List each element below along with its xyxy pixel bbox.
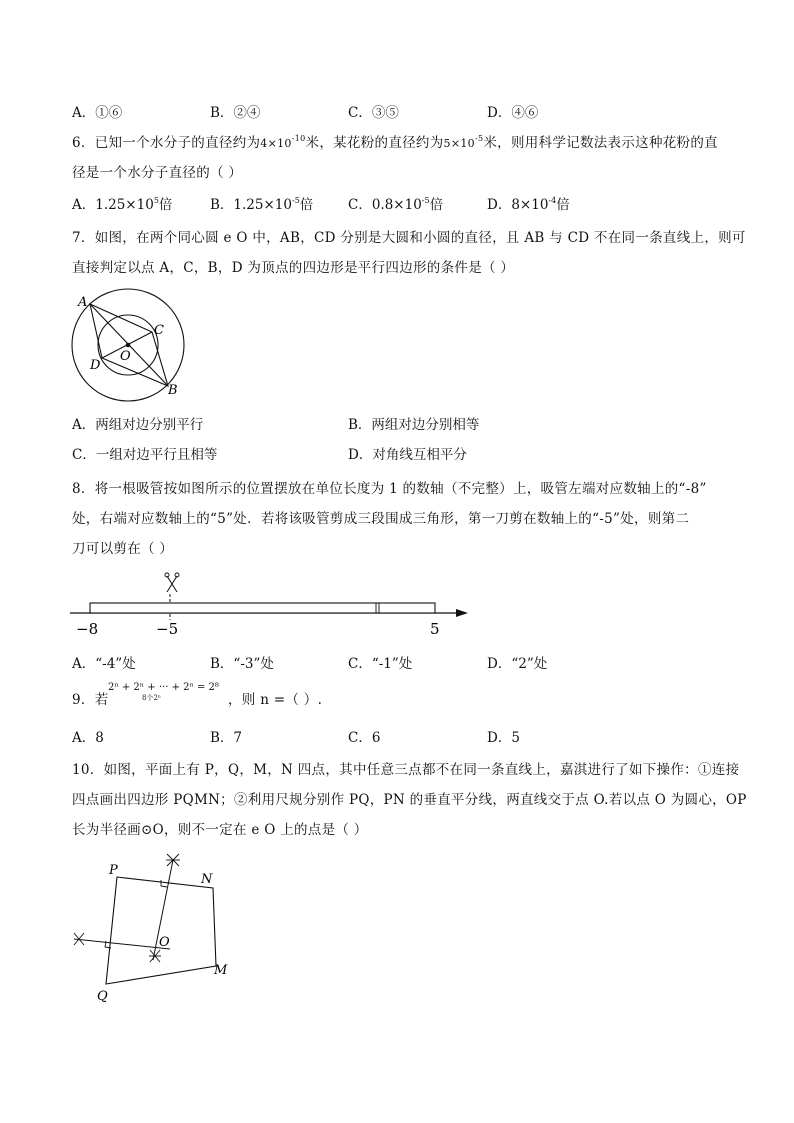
q8-stem-line2: 处，右端对应数轴上的“5”处．若将该吸管剪成三段围成三角形，第一刀剪在数轴上的“-5”处，则第二 — [72, 511, 690, 527]
q7-option-d: D．对角线互相平分 — [348, 447, 467, 463]
q10-label-o: O — [159, 935, 170, 950]
q10-label-n: N — [201, 872, 213, 887]
q5-option-a: A．①⑥ — [72, 105, 123, 121]
q10-label-q: Q — [97, 989, 108, 1004]
q8-option-d: D．“2”处 — [487, 656, 548, 672]
q9-option-c: C．6 — [348, 730, 381, 746]
q6-option-b: B．$1.25\times 10^{-5}$倍 — [210, 196, 314, 213]
q7-label-c: C — [154, 323, 164, 338]
bisector-pq — [74, 939, 170, 949]
q8-stem-line3: 刀可以剪在（ ） — [72, 541, 174, 557]
axis-arrow-icon — [456, 609, 468, 617]
q7-option-b: B．两组对边分别相等 — [348, 417, 480, 433]
q7-option-c: C．一组对边平行且相等 — [72, 447, 218, 463]
q7-option-a: A．两组对边分别平行 — [72, 417, 204, 433]
q7-label-o: O — [120, 349, 131, 364]
q7-concentric-circles-figure — [70, 292, 200, 404]
q9-formula — [108, 682, 219, 703]
q5-option-c: C．③⑤ — [348, 105, 399, 121]
q9-option-b: B．7 — [210, 730, 243, 746]
q10-stem-line1: 10．如图，平面上有 P，Q，M，N 四点，其中任意三点都不在同一条直线上，嘉淇进行了如下操作：①连接 — [72, 762, 740, 778]
q6-option-d: D．$8\times 10^{-4}$倍 — [487, 196, 570, 213]
q7-label-a: A — [78, 295, 88, 310]
straw — [90, 603, 435, 613]
q8-option-a: A．“-4”处 — [72, 656, 136, 672]
q5-option-b: B．②④ — [210, 105, 261, 121]
q5-option-d: D．④⑥ — [487, 105, 539, 121]
axis-label-minus8: −8 — [76, 620, 99, 638]
q6-stem-line1: 6．已知一个水分子的直径约为$4\times 10^{-10}$米，某花粉的直径约为$5\times 10^{-5}$米，则用科学记数法表示这种花粉的直 — [72, 134, 718, 151]
axis-label-5: 5 — [430, 620, 440, 638]
q9-option-d: D．5 — [487, 730, 520, 746]
q8-option-c: C．“-1”处 — [348, 656, 413, 672]
q6-option-c: C．$0.8\times 10^{-5}$倍 — [348, 196, 444, 213]
q7-label-d: D — [90, 358, 101, 373]
q9-option-a: A．8 — [72, 730, 104, 746]
q6-stem-line2: 径是一个水分子直径的（ ） — [72, 165, 243, 181]
q8-stem-line1: 8．将一根吸管按如图所示的位置摆放在单位长度为 1 的数轴（不完整）上，吸管左端对应数轴上的“-8” — [72, 481, 707, 497]
q10-label-m: M — [214, 963, 228, 978]
q9-formula-underbrace: 8个2ⁿ — [142, 694, 161, 702]
q7-stem-line1: 7．如图，在两个同心圆 e O 中，AB，CD 分别是大圆和小圆的直径，且 AB 与 CD 不在同一条直线上，则可 — [72, 230, 746, 246]
quadrilateral-pqmn — [106, 877, 216, 984]
q10-stem-line3: 长为半径画⊙O，则不一定在 e O 上的点是（ ） — [72, 822, 368, 838]
q8-option-b: B．“-3”处 — [210, 656, 274, 672]
q7-label-b: B — [168, 383, 178, 398]
q9-stem-suffix: ，则 n =（ ）. — [228, 692, 323, 708]
q9-formula-top: 2ⁿ + 2ⁿ + ··· + 2ⁿ = 2⁸ — [108, 682, 219, 693]
q7-stem-line2: 直接判定以点 A，C，B，D 为顶点的四边形是平行四边形的条件是（ ） — [72, 260, 515, 276]
q10-label-p: P — [109, 863, 118, 878]
q6-option-a: A．$1.25\times 10^5$倍 — [72, 196, 173, 213]
q10-stem-line2: 四点画出四边形 PQMN；②利用尺规分别作 PQ，PN 的垂直平分线，两直线交于点 O.若以点 O 为圆心，OP — [72, 792, 747, 808]
q9-stem-prefix: 9．若 — [72, 692, 109, 708]
axis-label-minus5: −5 — [156, 620, 179, 638]
q8-number-line-figure — [70, 572, 470, 642]
q10-quadrilateral-figure — [70, 852, 240, 1012]
q7-center-point — [126, 343, 131, 348]
scissors-icon — [165, 573, 179, 592]
